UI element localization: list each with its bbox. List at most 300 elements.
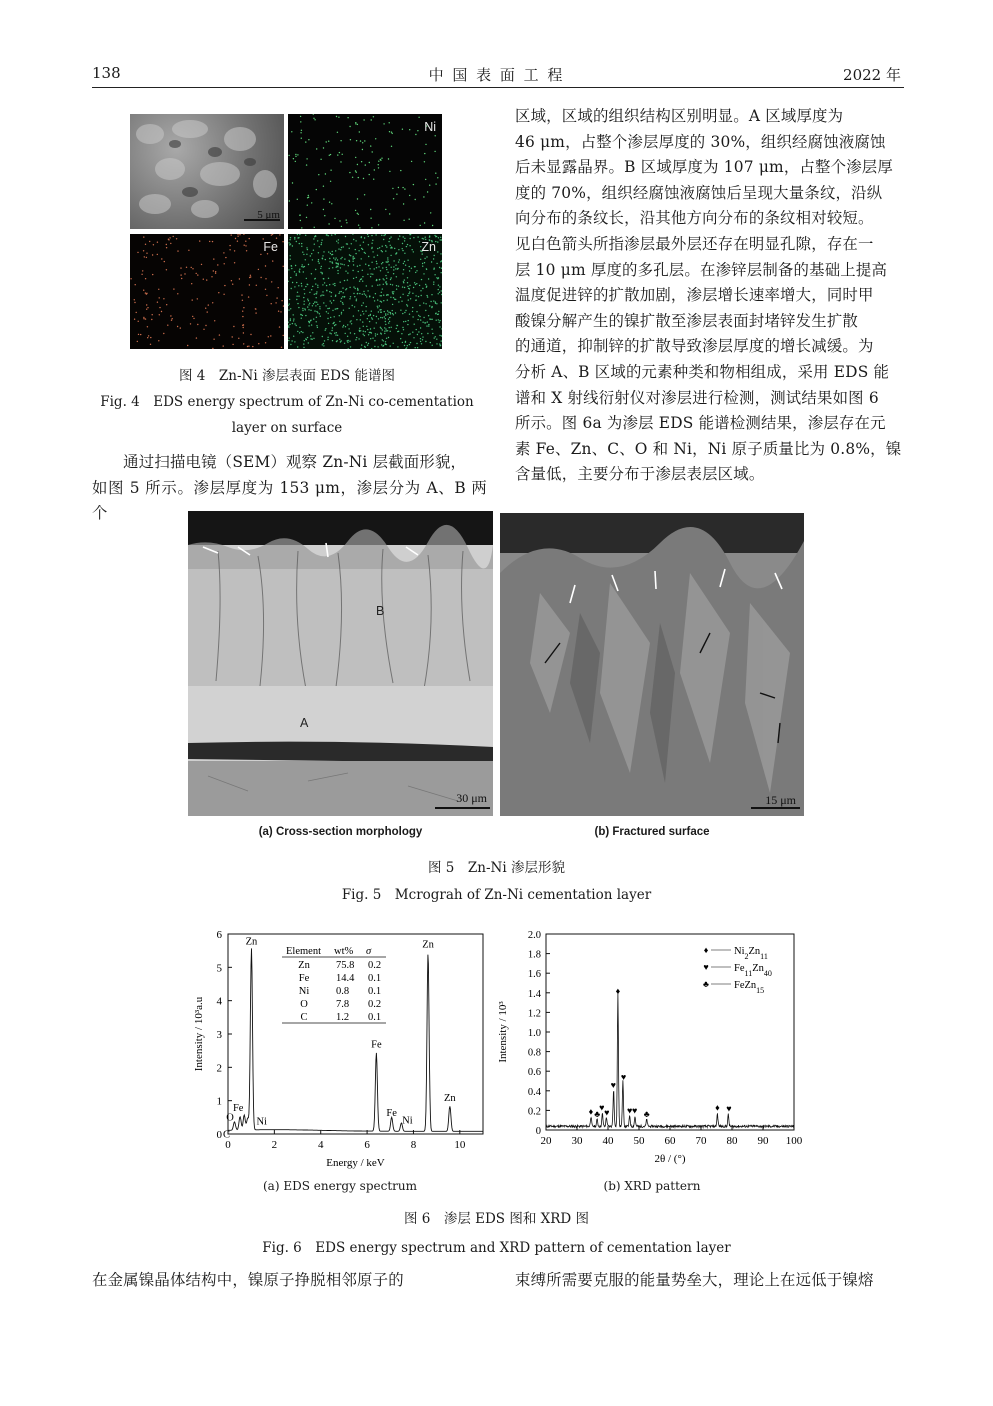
map-dot: [266, 295, 267, 296]
map-dot: [193, 318, 194, 319]
map-dot: [252, 346, 253, 347]
map-dot: [420, 225, 421, 226]
map-dot: [342, 302, 343, 303]
map-dot: [161, 311, 162, 312]
map-dot: [385, 315, 386, 316]
map-dot: [389, 238, 390, 239]
map-dot: [426, 286, 427, 287]
map-dot: [371, 317, 372, 318]
map-dot: [349, 172, 350, 173]
xrd-phase-marker: ♦: [588, 1106, 594, 1117]
map-dot: [359, 265, 360, 266]
eds-x-tick-label: 0: [225, 1139, 231, 1151]
xrd-phase-marker: ♥: [620, 1072, 627, 1082]
map-dot: [299, 215, 300, 216]
map-dot: [377, 334, 378, 335]
map-dot: [413, 237, 414, 238]
map-dot: [335, 334, 336, 335]
map-dot: [297, 199, 298, 200]
map-dot: [407, 286, 408, 287]
map-dot: [386, 267, 387, 268]
map-dot: [148, 335, 149, 336]
map-dot: [421, 279, 422, 280]
map-dot: [390, 247, 391, 248]
map-dot: [300, 220, 301, 221]
map-dot: [328, 251, 329, 252]
map-dot: [381, 235, 382, 236]
map-dot: [364, 293, 365, 294]
map-dot: [350, 346, 351, 347]
map-dot: [407, 277, 408, 278]
map-dot: [149, 241, 150, 242]
map-dot: [383, 279, 384, 280]
xrd-pattern-line: [546, 993, 794, 1128]
map-dot: [428, 315, 429, 316]
map-dot: [311, 202, 312, 203]
map-dot: [377, 307, 378, 308]
map-dot: [354, 306, 355, 307]
map-dot: [358, 214, 359, 215]
map-dot: [307, 205, 308, 206]
map-dot: [417, 347, 418, 348]
map-dot: [414, 324, 415, 325]
map-dot: [436, 263, 437, 264]
map-dot: [249, 284, 250, 285]
map-dot: [396, 325, 397, 326]
map-dot: [146, 304, 147, 305]
sem-image-panel: [130, 114, 284, 229]
map-dot: [381, 344, 382, 345]
map-dot: [187, 345, 188, 346]
map-dot: [337, 270, 338, 271]
map-dot: [243, 332, 244, 333]
map-dot: [370, 328, 371, 329]
map-dot: [289, 299, 290, 300]
map-dot: [344, 258, 345, 259]
map-dot: [422, 266, 423, 267]
xrd-phase-marker: ♦: [615, 985, 621, 996]
map-dot: [377, 299, 378, 300]
map-dot: [374, 346, 375, 347]
map-dot: [381, 158, 382, 159]
map-dot: [311, 253, 312, 254]
map-dot: [313, 338, 314, 339]
map-dot: [407, 345, 408, 346]
map-dot: [331, 292, 332, 293]
map-dot: [400, 297, 401, 298]
map-dot: [362, 311, 363, 312]
fig6-caption-cn: 图 6 渗层 EDS 图和 XRD 图: [403, 1211, 590, 1227]
eds-peak-label: Fe: [371, 1039, 382, 1051]
map-dot: [388, 241, 389, 242]
fracture-drawing: [500, 513, 804, 816]
map-dot: [288, 325, 289, 326]
map-dot: [310, 335, 311, 336]
map-dot: [341, 257, 342, 258]
map-dot: [367, 318, 368, 319]
map-dot: [392, 188, 393, 189]
map-dot: [265, 278, 266, 279]
map-dot: [336, 332, 337, 333]
map-dot: [390, 279, 391, 280]
xrd-phase-marker: ♥: [627, 1105, 633, 1116]
map-dot: [381, 292, 382, 293]
map-dot: [388, 261, 389, 262]
map-dot: [439, 335, 440, 336]
map-dot: [279, 234, 280, 235]
map-dot: [336, 341, 337, 342]
map-dot: [278, 287, 279, 288]
map-dot: [313, 303, 314, 304]
map-dot: [340, 140, 341, 141]
map-dot: [428, 278, 429, 279]
eds-x-axis-title: Energy / keV: [326, 1157, 385, 1169]
map-dot: [333, 323, 334, 324]
map-dot: [370, 332, 371, 333]
map-dot: [402, 243, 403, 244]
map-dot: [403, 329, 404, 330]
map-dot: [330, 300, 331, 301]
map-dot: [390, 313, 391, 314]
map-dot: [295, 156, 296, 157]
map-dot: [328, 223, 329, 224]
map-dot: [388, 337, 389, 338]
map-dot: [415, 199, 416, 200]
map-dot: [381, 263, 382, 264]
map-dot: [332, 251, 333, 252]
map-dot: [323, 186, 324, 187]
map-dot: [422, 339, 423, 340]
map-dot: [418, 331, 419, 332]
map-dot: [423, 196, 424, 197]
xrd-x-tick-label: 50: [633, 1135, 645, 1147]
map-dot: [357, 213, 358, 214]
map-dot: [360, 279, 361, 280]
map-dot: [379, 247, 380, 248]
map-dot: [337, 308, 338, 309]
map-dot: [316, 311, 317, 312]
map-dot: [379, 279, 380, 280]
map-dot: [365, 264, 366, 265]
map-dot: [316, 148, 317, 149]
map-dot: [372, 251, 373, 252]
map-dot: [398, 286, 399, 287]
map-dot: [361, 258, 362, 259]
map-dot: [296, 275, 297, 276]
map-dot: [199, 240, 200, 241]
map-dot: [146, 257, 147, 258]
map-dot: [385, 321, 386, 322]
map-dot: [280, 311, 281, 312]
map-dot: [385, 209, 386, 210]
map-dot: [422, 322, 423, 323]
map-dot: [385, 234, 386, 235]
map-dot: [434, 274, 435, 275]
map-dot: [316, 297, 317, 298]
map-dot: [297, 154, 298, 155]
map-dot: [325, 330, 326, 331]
map-dot: [317, 304, 318, 305]
map-dot: [339, 291, 340, 292]
map-dot: [413, 251, 414, 252]
map-dot: [362, 281, 363, 282]
map-dot: [338, 239, 339, 240]
map-dot: [316, 325, 317, 326]
map-dot: [290, 308, 291, 309]
map-dot: [435, 183, 436, 184]
map-dot: [389, 122, 390, 123]
map-dot: [335, 295, 336, 296]
map-dot: [349, 298, 350, 299]
map-dot: [294, 323, 295, 324]
eds-table-cell: 0.8: [336, 986, 350, 997]
map-dot: [364, 140, 365, 141]
fig4-caption-en-2: layer on surface: [231, 420, 343, 436]
map-dot: [256, 285, 257, 286]
map-dot: [441, 290, 442, 291]
map-dot: [145, 278, 146, 279]
eds-table-cell: 75.8: [336, 960, 355, 971]
map-dot: [331, 333, 332, 334]
map-dot: [359, 131, 360, 132]
map-dot: [136, 312, 137, 313]
map-dot: [329, 308, 330, 309]
map-dot: [296, 273, 297, 274]
map-dot: [346, 222, 347, 223]
map-dot: [399, 235, 400, 236]
map-dot: [355, 157, 356, 158]
map-dot: [329, 268, 330, 269]
map-dot: [330, 154, 331, 155]
eds-peak-label: Zn: [422, 939, 434, 951]
map-dot: [381, 295, 382, 296]
map-dot: [362, 270, 363, 271]
map-dot: [416, 311, 417, 312]
eds-y-axis-title: Intensity / 10³a.u: [193, 996, 205, 1072]
map-dot: [389, 327, 390, 328]
map-dot: [377, 285, 378, 286]
map-dot: [385, 343, 386, 344]
map-dot: [349, 248, 350, 249]
map-dot: [239, 234, 240, 235]
map-dot: [380, 327, 381, 328]
map-dot: [400, 338, 401, 339]
map-dot: [291, 131, 292, 132]
map-dot: [387, 310, 388, 311]
map-dot: [371, 248, 372, 249]
map-dot: [439, 286, 440, 287]
map-dot: [134, 299, 135, 300]
map-dot: [434, 268, 435, 269]
map-dot: [205, 325, 206, 326]
map-dot: [298, 307, 299, 308]
xrd-legend-marker: ♦: [703, 945, 709, 955]
map-dot: [426, 295, 427, 296]
xrd-y-tick-label: 0.6: [527, 1067, 541, 1079]
bottom-right-line: 束缚所需要克服的能量势垒大，理论上在远低于镍熔: [515, 1271, 874, 1289]
map-dot: [306, 247, 307, 248]
map-dot: [354, 333, 355, 334]
map-dot: [350, 296, 351, 297]
map-dot: [363, 326, 364, 327]
map-dot: [336, 267, 337, 268]
map-dot: [357, 164, 358, 165]
map-dot: [440, 253, 441, 254]
map-dot: [310, 310, 311, 311]
map-dot: [389, 131, 390, 132]
map-dot: [371, 243, 372, 244]
map-dot: [322, 255, 323, 256]
map-dot: [181, 278, 182, 279]
map-dot: [435, 303, 436, 304]
map-dot: [353, 264, 354, 265]
map-dot: [382, 251, 383, 252]
map-dot: [382, 288, 383, 289]
map-dot: [363, 331, 364, 332]
map-dot: [314, 294, 315, 295]
map-dot: [337, 273, 338, 274]
xrd-x-tick-label: 70: [695, 1135, 707, 1147]
map-dot: [342, 154, 343, 155]
map-dot: [424, 258, 425, 259]
map-dot: [242, 300, 243, 301]
map-dot: [327, 308, 328, 309]
map-dot: [306, 158, 307, 159]
map-dot: [292, 323, 293, 324]
map-dot: [306, 217, 307, 218]
map-dot: [426, 268, 427, 269]
map-dot: [402, 342, 403, 343]
map-dot: [150, 337, 151, 338]
map-dot: [371, 311, 372, 312]
map-dot: [212, 348, 213, 349]
map-dot: [379, 305, 380, 306]
map-dot: [390, 236, 391, 237]
map-dot: [302, 264, 303, 265]
map-dot: [258, 269, 259, 270]
map-dot: [398, 238, 399, 239]
map-dot: [416, 283, 417, 284]
map-dot: [433, 284, 434, 285]
map-dot: [386, 283, 387, 284]
map-dot: [308, 304, 309, 305]
map-dot: [291, 265, 292, 266]
bottom-left-line: 在金属镍晶体结构中，镍原子挣脱相邻原子的: [92, 1271, 404, 1289]
map-dot: [303, 343, 304, 344]
map-dot: [192, 268, 193, 269]
map-dot: [304, 293, 305, 294]
map-dot: [425, 237, 426, 238]
eds-x-tick-label: 2: [271, 1139, 278, 1151]
map-dot: [405, 310, 406, 311]
map-dot: [331, 254, 332, 255]
map-dot: [292, 182, 293, 183]
map-dot: [232, 336, 233, 337]
map-dot: [332, 340, 333, 341]
map-dot: [324, 340, 325, 341]
map-dot: [340, 249, 341, 250]
map-dot: [348, 328, 349, 329]
map-dot: [368, 315, 369, 316]
map-dot: [356, 277, 357, 278]
fig4-caption-en-1: Fig. 4 EDS energy spectrum of Zn-Ni co-cementation: [100, 394, 474, 410]
map-dot: [358, 271, 359, 272]
map-dot: [407, 260, 408, 261]
map-dot: [197, 298, 198, 299]
map-dot: [233, 326, 234, 327]
map-dot: [340, 301, 341, 302]
map-dot: [211, 276, 212, 277]
map-dot: [408, 299, 409, 300]
map-dot: [328, 313, 329, 314]
map-dot: [416, 343, 417, 344]
map-dot: [330, 317, 331, 318]
right-line: 度的 70%，组织经腐蚀液腐蚀后呈现大量条纹，沿纵: [515, 183, 883, 202]
map-dot: [323, 302, 324, 303]
map-dot: [301, 138, 302, 139]
map-dot: [296, 296, 297, 297]
map-dot: [313, 114, 314, 115]
map-dot: [197, 274, 198, 275]
map-dot: [305, 315, 306, 316]
map-dot: [209, 241, 210, 242]
map-dot: [290, 344, 291, 345]
map-dot: [304, 340, 305, 341]
map-dot: [310, 255, 311, 256]
map-dot: [341, 226, 342, 227]
map-dot: [364, 252, 365, 253]
map-dot: [335, 234, 336, 235]
map-dot: [402, 250, 403, 251]
eds-y-tick-label: 6: [216, 929, 222, 941]
eds-table-header: Element: [286, 946, 321, 957]
map-dot: [393, 297, 394, 298]
map-dot: [356, 300, 357, 301]
fracture-image: [500, 513, 804, 816]
map-dot: [281, 300, 282, 301]
map-dot: [361, 236, 362, 237]
map-dot: [418, 296, 419, 297]
map-dot: [244, 245, 245, 246]
map-dot: [184, 273, 185, 274]
map-dot: [368, 334, 369, 335]
map-dot: [296, 282, 297, 283]
map-dot: [419, 285, 420, 286]
map-dot: [415, 295, 416, 296]
map-dot: [299, 234, 300, 235]
map-dot: [307, 284, 308, 285]
map-dot: [177, 326, 178, 327]
map-dot: [402, 294, 403, 295]
map-dot: [265, 289, 266, 290]
map-dot: [422, 336, 423, 337]
eds-table-cell: 1.2: [336, 1012, 350, 1023]
map-dot: [299, 270, 300, 271]
map-dot: [325, 173, 326, 174]
map-dot: [358, 310, 359, 311]
map-dot: [331, 234, 332, 235]
map-dot: [385, 275, 386, 276]
map-dot: [303, 304, 304, 305]
fe-map-panel: [130, 234, 284, 349]
map-dot: [242, 316, 243, 317]
map-dot: [305, 259, 306, 260]
map-dot: [272, 260, 273, 261]
map-dot: [401, 301, 402, 302]
map-dot: [326, 234, 327, 235]
map-dot: [404, 261, 405, 262]
map-dot: [325, 328, 326, 329]
